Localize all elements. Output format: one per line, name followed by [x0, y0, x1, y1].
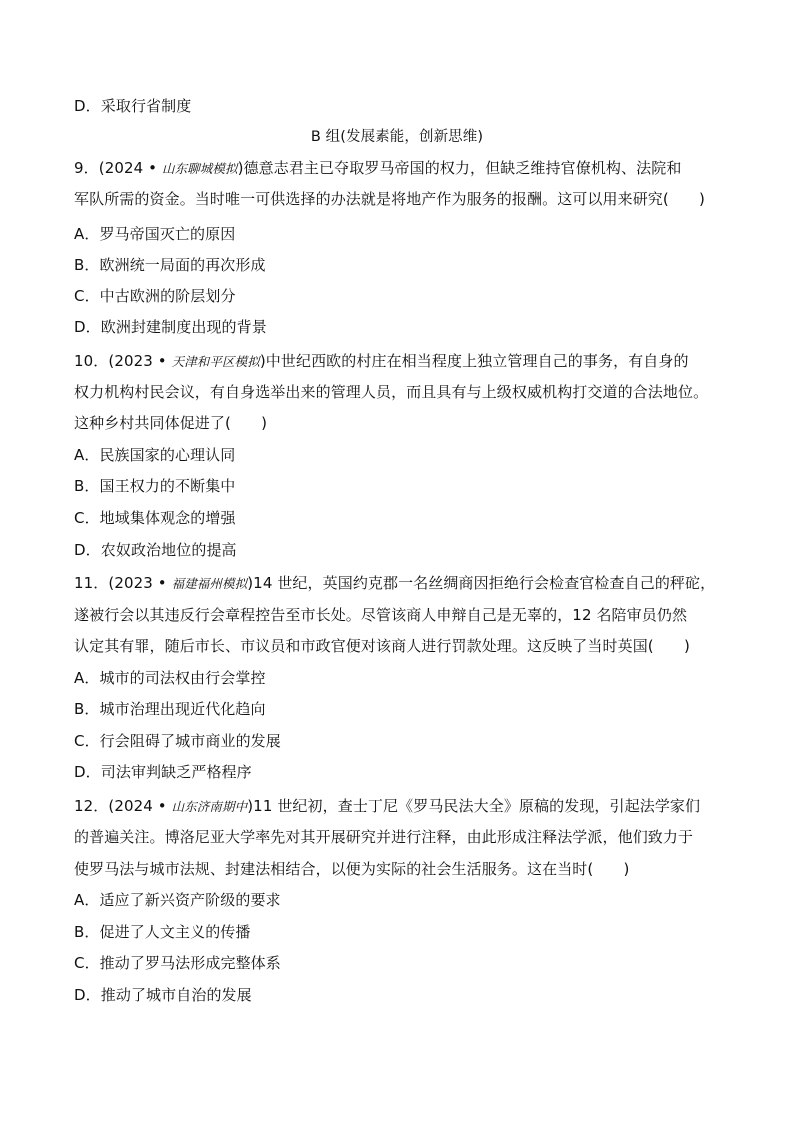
question-12-line-3: 使罗马法与城市法规、封建法相结合，以便为实际的社会生活服务。这在当时( ) [74, 860, 630, 878]
question-11-line-1: 11．(2023 • 福建福州模拟)14 世纪，英国约克郡一名丝绸商因拒绝行会检查官检查自己的秤砣， [74, 574, 716, 592]
section-heading: B 组(发展素能，创新思维) [310, 129, 484, 145]
question-12-line-2: 的普遍关注。博洛尼亚大学率先对其开展研究并进行注释，由此形成注释法学派，他们致力于 [74, 828, 694, 846]
option-c-q10: C．地域集体观念的增强 [74, 509, 236, 527]
question-12-source: 山东济南期中 [171, 799, 248, 814]
question-9-line-2: 军队所需的资金。当时唯一可供选择的办法就是将地产作为服务的报酬。这可以用来研究( ) [74, 190, 706, 208]
question-12-line-1: 12．(2024 • 山东济南期中)11 世纪初，查士丁尼《罗马民法大全》原稿的发现，引起法学家们 [74, 797, 701, 815]
option-c-q12: C．推动了罗马法形成完整体系 [74, 954, 281, 972]
question-10-line-2: 权力机构村民会议，有自身选举出来的管理人员，而且具有与上级权威机构打交道的合法地位。 [74, 383, 709, 401]
option-d-q8: D．采取行省制度 [74, 97, 192, 115]
option-a-q10: A．民族国家的心理认同 [74, 446, 236, 464]
option-c-q9: C．中古欧洲的阶层划分 [74, 287, 236, 305]
option-a-q12: A．适应了新兴资产阶级的要求 [74, 891, 281, 909]
option-d-q12: D．推动了城市自治的发展 [74, 986, 252, 1004]
option-d-q10: D．农奴政治地位的提高 [74, 541, 237, 559]
question-11-line-3: 认定其有罪，随后市长、市议员和市政官便对该商人进行罚款处理。这反映了当时英国( ) [74, 637, 690, 655]
option-b-q11: B．城市治理出现近代化趋向 [74, 700, 266, 718]
question-11-line-2: 遂被行会以其违反行会章程控告至市长处。尽管该商人申辩自己是无辜的，12 名陪审员仍然 [74, 606, 688, 624]
option-b-q12: B．促进了人文主义的传播 [74, 923, 251, 941]
option-b-q9: B．欧洲统一局面的再次形成 [74, 256, 266, 274]
option-d-q11: D．司法审判缺乏严格程序 [74, 763, 252, 781]
question-10-source: 天津和平区模拟 [171, 354, 260, 369]
question-9-line-1: 9．(2024 • 山东聊城模拟)德意志君主已夺取罗马帝国的权力，但缺乏维持官僚机构、法院和 [74, 159, 682, 177]
question-11-source: 福建福州模拟 [171, 576, 248, 591]
option-d-q9: D．欧洲封建制度出现的背景 [74, 318, 267, 336]
option-a-q11: A．城市的司法权由行会掌控 [74, 669, 266, 687]
question-10-line-3: 这种乡村共同体促进了( ) [74, 414, 268, 432]
question-9-source: 山东聊城模拟 [161, 161, 238, 176]
option-a-q9: A．罗马帝国灭亡的原因 [74, 225, 236, 243]
option-c-q11: C．行会阻碍了城市商业的发展 [74, 732, 281, 750]
question-10-line-1: 10．(2023 • 天津和平区模拟)中世纪西欧的村庄在相当程度上独立管理自己的事务，有自身的 [74, 352, 689, 370]
option-b-q10: B．国王权力的不断集中 [74, 477, 236, 495]
